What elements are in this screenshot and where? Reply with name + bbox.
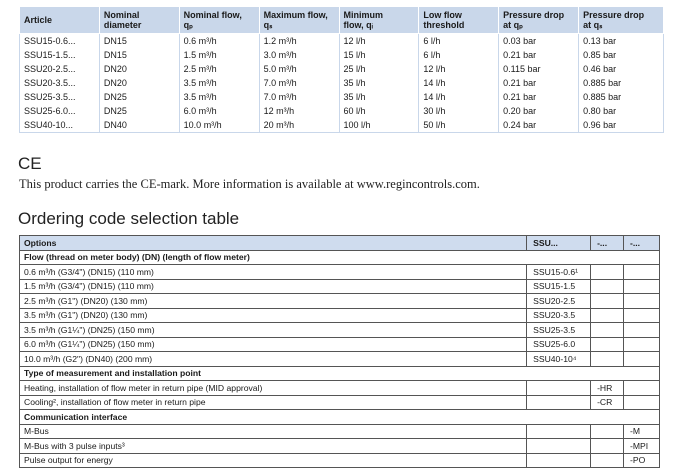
spec-header-cell xyxy=(179,7,259,34)
ordering-code-table xyxy=(19,235,660,468)
option-code-ssu: SSU20-2.5 xyxy=(527,294,591,309)
spec-cell: DN20 xyxy=(99,62,179,76)
spec-header-line-1: Minimum xyxy=(343,10,384,20)
ordering-section-title: Flow (thread on meter body) (DN) (length of flow meter) xyxy=(20,250,660,265)
option-code-type xyxy=(591,352,624,367)
option-code-interface xyxy=(624,395,660,410)
option-label: 10.0 m³/h (G2") (DN40) (200 mm) xyxy=(20,352,527,367)
option-code-interface xyxy=(624,279,660,294)
spec-header-line-2: at qₚ xyxy=(503,20,523,30)
spec-cell: 3.5 m³/h xyxy=(179,90,259,104)
spec-header-cell xyxy=(499,7,579,34)
option-code-type xyxy=(591,323,624,338)
option-label: 1.5 m³/h (G3/4") (DN15) (110 mm) xyxy=(20,279,527,294)
ce-paragraph: This product carries the CE-mark. More information is available at www.regincontrols.com. xyxy=(19,177,480,191)
spec-cell: DN40 xyxy=(99,118,179,133)
spec-cell: 25 l/h xyxy=(339,62,419,76)
ordering-option-row xyxy=(20,453,660,468)
ordering-option-row xyxy=(20,294,660,309)
option-code-type xyxy=(591,279,624,294)
spec-cell: 5.0 m³/h xyxy=(259,62,339,76)
spec-header-line-2: flow, qᵢ xyxy=(343,20,373,30)
option-code-ssu: SSU25-6.0 xyxy=(527,337,591,352)
spec-cell: 12 l/h xyxy=(339,34,419,49)
ordering-option-row xyxy=(20,381,660,396)
option-label: Cooling², installation of flow meter in return pipe xyxy=(20,395,527,410)
spec-cell: SSU15-0.6... xyxy=(20,34,100,49)
option-code-ssu: SSU20-3.5 xyxy=(527,308,591,323)
spec-cell: 12 m³/h xyxy=(259,104,339,118)
option-code-interface xyxy=(624,323,660,338)
option-code-ssu: SSU15-0.6¹ xyxy=(527,265,591,280)
spec-header-row xyxy=(20,7,664,34)
ordering-heading: Ordering code selection table xyxy=(18,209,240,228)
spec-header-line-1: Nominal xyxy=(103,10,140,20)
spec-header-line-1: Article xyxy=(24,15,53,25)
spec-cell: 100 l/h xyxy=(339,118,419,133)
spec-cell: 3.5 m³/h xyxy=(179,76,259,90)
specification-table xyxy=(19,6,664,133)
spec-cell: 20 m³/h xyxy=(259,118,339,133)
ordering-option-row xyxy=(20,265,660,280)
ordering-option-row xyxy=(20,439,660,454)
option-label: 6.0 m³/h (G1¼") (DN25) (150 mm) xyxy=(20,337,527,352)
option-code-type xyxy=(591,265,624,280)
option-code-type xyxy=(591,424,624,439)
spec-cell: 2.5 m³/h xyxy=(179,62,259,76)
option-label: Heating, installation of flow meter in return pipe (MID approval) xyxy=(20,381,527,396)
ordering-option-row xyxy=(20,424,660,439)
spec-cell: 0.46 bar xyxy=(579,62,664,76)
spec-cell: 0.21 bar xyxy=(499,48,579,62)
spec-cell: 0.115 bar xyxy=(499,62,579,76)
spec-cell: 15 l/h xyxy=(339,48,419,62)
option-code-interface: -PO xyxy=(624,453,660,468)
spec-header-line-1: Maximum flow, xyxy=(263,10,328,20)
option-label: 0.6 m³/h (G3/4") (DN15) (110 mm) xyxy=(20,265,527,280)
spec-cell: 0.885 bar xyxy=(579,90,664,104)
spec-cell: 0.80 bar xyxy=(579,104,664,118)
option-code-type xyxy=(591,337,624,352)
spec-cell: DN15 xyxy=(99,34,179,49)
spec-cell: 0.20 bar xyxy=(499,104,579,118)
ordering-option-row xyxy=(20,352,660,367)
option-code-interface: -M xyxy=(624,424,660,439)
spec-cell: 7.0 m³/h xyxy=(259,76,339,90)
spec-cell: 0.96 bar xyxy=(579,118,664,133)
option-label: Pulse output for energy xyxy=(20,453,527,468)
spec-header-line-1: Pressure drop xyxy=(583,10,645,20)
option-code-type: -HR xyxy=(591,381,624,396)
spec-cell: DN15 xyxy=(99,48,179,62)
spec-cell: 14 l/h xyxy=(419,90,499,104)
spec-cell: 3.0 m³/h xyxy=(259,48,339,62)
option-code-type xyxy=(591,308,624,323)
option-label: M-Bus with 3 pulse inputs³ xyxy=(20,439,527,454)
spec-cell: 0.21 bar xyxy=(499,90,579,104)
spec-row xyxy=(20,48,664,62)
option-code-ssu: SSU40-10⁴ xyxy=(527,352,591,367)
spec-cell: 35 l/h xyxy=(339,76,419,90)
ordering-option-row xyxy=(20,337,660,352)
ordering-section-title: Communication interface xyxy=(20,410,660,425)
option-code-ssu: SSU25-3.5 xyxy=(527,323,591,338)
spec-cell: 12 l/h xyxy=(419,62,499,76)
option-code-type xyxy=(591,294,624,309)
spec-row xyxy=(20,76,664,90)
spec-cell: SSU25-3.5... xyxy=(20,90,100,104)
option-code-interface xyxy=(624,381,660,396)
option-code-interface xyxy=(624,265,660,280)
spec-cell: 10.0 m³/h xyxy=(179,118,259,133)
spec-header-cell xyxy=(339,7,419,34)
ordering-option-row xyxy=(20,395,660,410)
spec-header-line-1: Low flow xyxy=(423,10,462,20)
spec-cell: 0.21 bar xyxy=(499,76,579,90)
spec-cell: SSU15-1.5... xyxy=(20,48,100,62)
spec-cell: 6 l/h xyxy=(419,34,499,49)
spec-header-line-2: threshold xyxy=(423,20,465,30)
option-label: 3.5 m³/h (G1") (DN20) (130 mm) xyxy=(20,308,527,323)
option-code-interface xyxy=(624,337,660,352)
ordering-section-title: Type of measurement and installation point xyxy=(20,366,660,381)
option-code-ssu xyxy=(527,381,591,396)
spec-header-line-2: diameter xyxy=(103,20,142,30)
option-code-type: -CR xyxy=(591,395,624,410)
ordering-option-row xyxy=(20,308,660,323)
spec-cell: 6.0 m³/h xyxy=(179,104,259,118)
spec-cell: 60 l/h xyxy=(339,104,419,118)
spec-row xyxy=(20,62,664,76)
spec-header-cell xyxy=(20,7,100,34)
spec-row xyxy=(20,34,664,49)
spec-header-cell xyxy=(419,7,499,34)
spec-header-cell xyxy=(579,7,664,34)
spec-cell: SSU25-6.0... xyxy=(20,104,100,118)
spec-cell: 0.13 bar xyxy=(579,34,664,49)
ordering-section-row xyxy=(20,366,660,381)
spec-cell: DN25 xyxy=(99,104,179,118)
option-code-interface xyxy=(624,352,660,367)
spec-cell: 1.2 m³/h xyxy=(259,34,339,49)
spec-cell: 6 l/h xyxy=(419,48,499,62)
spec-cell: 0.24 bar xyxy=(499,118,579,133)
spec-cell: 0.6 m³/h xyxy=(179,34,259,49)
ordering-header-row xyxy=(20,236,660,251)
option-code-ssu xyxy=(527,424,591,439)
spec-cell: 14 l/h xyxy=(419,76,499,90)
option-code-type xyxy=(591,439,624,454)
spec-row xyxy=(20,118,664,133)
option-label: M-Bus xyxy=(20,424,527,439)
spec-header-line-2: qₛ xyxy=(263,20,273,30)
spec-cell: 0.85 bar xyxy=(579,48,664,62)
option-code-type xyxy=(591,453,624,468)
spec-row xyxy=(20,90,664,104)
ordering-header-cell: -... xyxy=(624,236,660,251)
spec-header-line-2: at qₛ xyxy=(583,20,603,30)
ordering-option-row xyxy=(20,323,660,338)
ordering-section-row xyxy=(20,250,660,265)
spec-header-line-2: qₚ xyxy=(183,20,194,30)
spec-cell: SSU40-10... xyxy=(20,118,100,133)
spec-row xyxy=(20,104,664,118)
spec-cell: DN20 xyxy=(99,76,179,90)
ce-heading: CE xyxy=(18,154,42,173)
option-code-interface xyxy=(624,294,660,309)
spec-header-line-1: Nominal flow, xyxy=(183,10,242,20)
option-label: 2.5 m³/h (G1") (DN20) (130 mm) xyxy=(20,294,527,309)
spec-header-cell xyxy=(99,7,179,34)
spec-cell: DN25 xyxy=(99,90,179,104)
spec-header-line-1: Pressure drop xyxy=(503,10,565,20)
spec-cell: 50 l/h xyxy=(419,118,499,133)
spec-cell: SSU20-2.5... xyxy=(20,62,100,76)
option-code-ssu xyxy=(527,439,591,454)
option-label: 3.5 m³/h (G1¼") (DN25) (150 mm) xyxy=(20,323,527,338)
option-code-ssu: SSU15-1.5 xyxy=(527,279,591,294)
spec-cell: 35 l/h xyxy=(339,90,419,104)
option-code-ssu xyxy=(527,395,591,410)
spec-cell: 0.885 bar xyxy=(579,76,664,90)
option-code-interface: -MPI xyxy=(624,439,660,454)
ordering-option-row xyxy=(20,279,660,294)
spec-cell: 7.0 m³/h xyxy=(259,90,339,104)
spec-header-cell xyxy=(259,7,339,34)
option-code-ssu xyxy=(527,453,591,468)
spec-cell: 30 l/h xyxy=(419,104,499,118)
spec-cell: 0.03 bar xyxy=(499,34,579,49)
spec-cell: 1.5 m³/h xyxy=(179,48,259,62)
spec-cell: SSU20-3.5... xyxy=(20,76,100,90)
ordering-header-cell: -... xyxy=(591,236,624,251)
option-code-interface xyxy=(624,308,660,323)
ordering-section-row xyxy=(20,410,660,425)
ordering-header-cell: Options xyxy=(20,236,527,251)
ordering-header-cell: SSU... xyxy=(527,236,591,251)
